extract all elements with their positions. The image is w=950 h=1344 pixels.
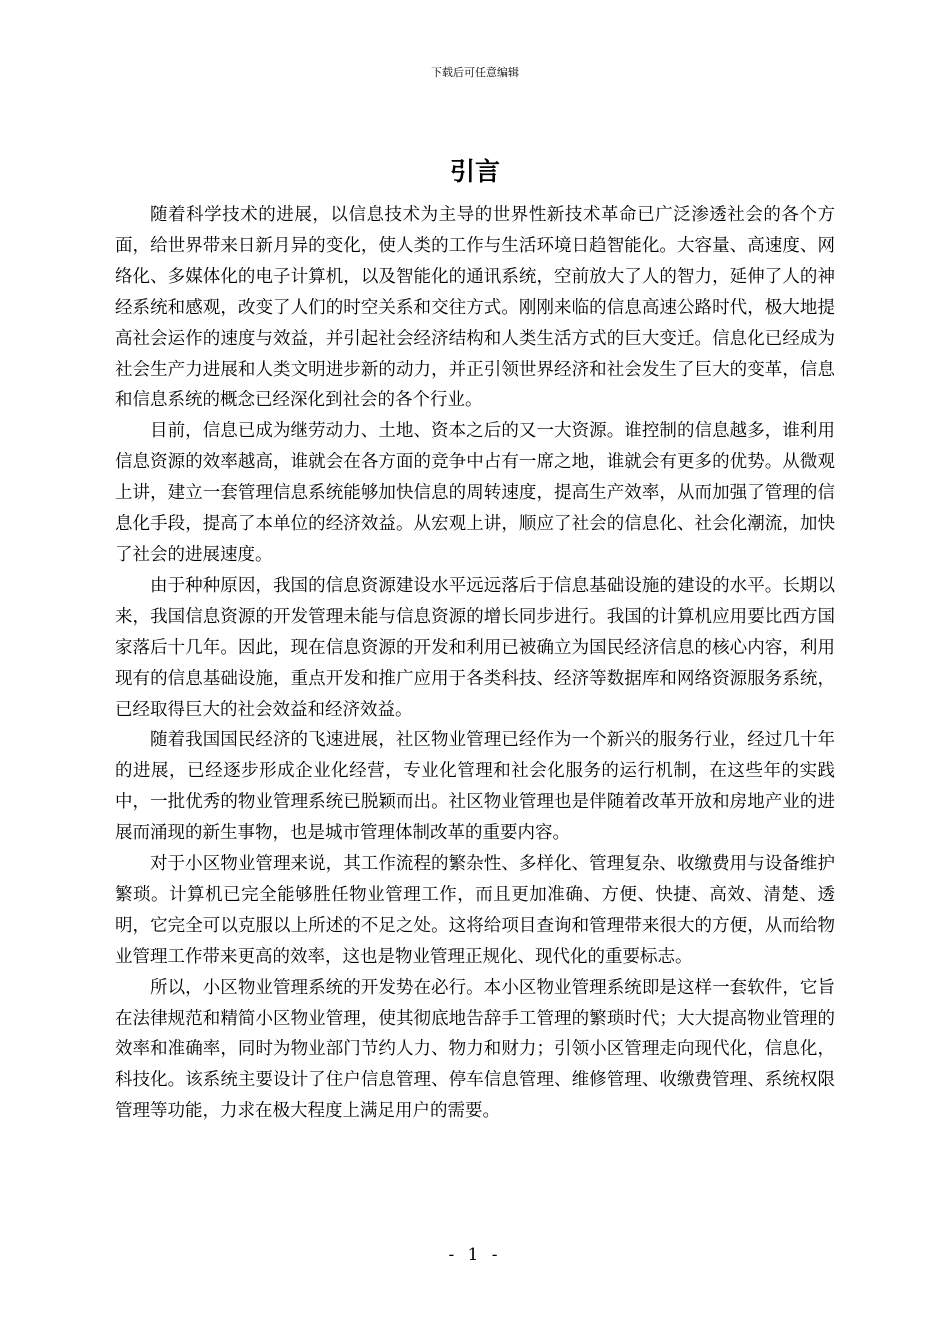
paragraph: 随着我国国民经济的飞速进展，社区物业管理已经作为一个新兴的服务行业，经过几十年的进展，已经逐步形成企业化经营，专业化管理和社会化服务的运行机制，在这些年的实践中，一批优秀的物业管理系统已脱颖而出。社区物业管理也是伴随着改革开放和房地产业的进展而涌现的新生事物，也是城市管理体制改革的重要内容。 xyxy=(115,730,835,844)
page-number: - 1 - xyxy=(448,1245,502,1265)
document-body xyxy=(115,200,835,1127)
paragraph: 所以，小区物业管理系统的开发势在必行。本小区物业管理系统即是这样一套软件，它旨在法律规范和精简小区物业管理，使其彻底地告辞手工管理的繁琐时代；大大提高物业管理的效率和准确率，同时为物业部门节约人力、物力和财力；引领小区管理走向现代化，信息化，科技化。该系统主要设计了住户信息管理、停车信息管理、维修管理、收缴费管理、系统权限管理等功能，力求在极大程度上满足用户的需要。 xyxy=(115,977,835,1122)
paragraph: 随着科学技术的进展，以信息技术为主导的世界性新技术革命已广泛渗透社会的各个方面，给世界带来日新月异的变化，使人类的工作与生活环境日趋智能化。大容量、高速度、网络化、多媒体化的电子计算机，以及智能化的通讯系统，空前放大了人的智力，延伸了人的神经系统和感观，改变了人们的时空关系和交往方式。刚刚来临的信息高速公路时代，极大地提高社会运作的速度与效益，并引起社会经济结构和人类生活方式的巨大变迁。信息化已经成为社会生产力进展和人类文明进步新的动力，并正引领世界经济和社会发生了巨大的变革，信息和信息系统的概念已经深化到社会的各个行业。 xyxy=(115,205,835,411)
page-title: 引言 xyxy=(449,157,500,186)
paragraph: 目前，信息已成为继劳动力、土地、资本之后的又一大资源。谁控制的信息越多，谁利用信息资源的效率越高，谁就会在各方面的竞争中占有一席之地，谁就会有更多的优势。从微观上讲，建立一套管理信息系统能够加快信息的周转速度，提高生产效率，从而加强了管理的信息化手段，提高了本单位的经济效益。从宏观上讲，顺应了社会的信息化、社会化潮流，加快了社会的进展速度。 xyxy=(115,421,835,565)
paragraph: 对于小区物业管理来说，其工作流程的繁杂性、多样化、管理复杂、收缴费用与设备维护繁琐。计算机已完全能够胜任物业管理工作，而且更加准确、方便、快捷、高效、清楚、透明，它完全可以克服以上所述的不足之处。这将给项目查询和管理带来很大的方便，从而给物业管理工作带来更高的效率，这也是物业管理正规化、现代化的重要标志。 xyxy=(115,854,835,967)
paragraph: 由于种种原因，我国的信息资源建设水平远远落后于信息基础设施的建设的水平。长期以来，我国信息资源的开发管理未能与信息资源的增长同步进行。我国的计算机应用要比西方国家落后十几年。因此，现在信息资源的开发和利用已被确立为国民经济信息的核心内容，利用现有的信息基础设施，重点开发和推广应用于各类科技、经济等数据库和网络资源服务系统，已经取得巨大的社会效益和经济效益。 xyxy=(115,575,835,720)
header-note: 下载后可任意编辑 xyxy=(431,66,519,79)
